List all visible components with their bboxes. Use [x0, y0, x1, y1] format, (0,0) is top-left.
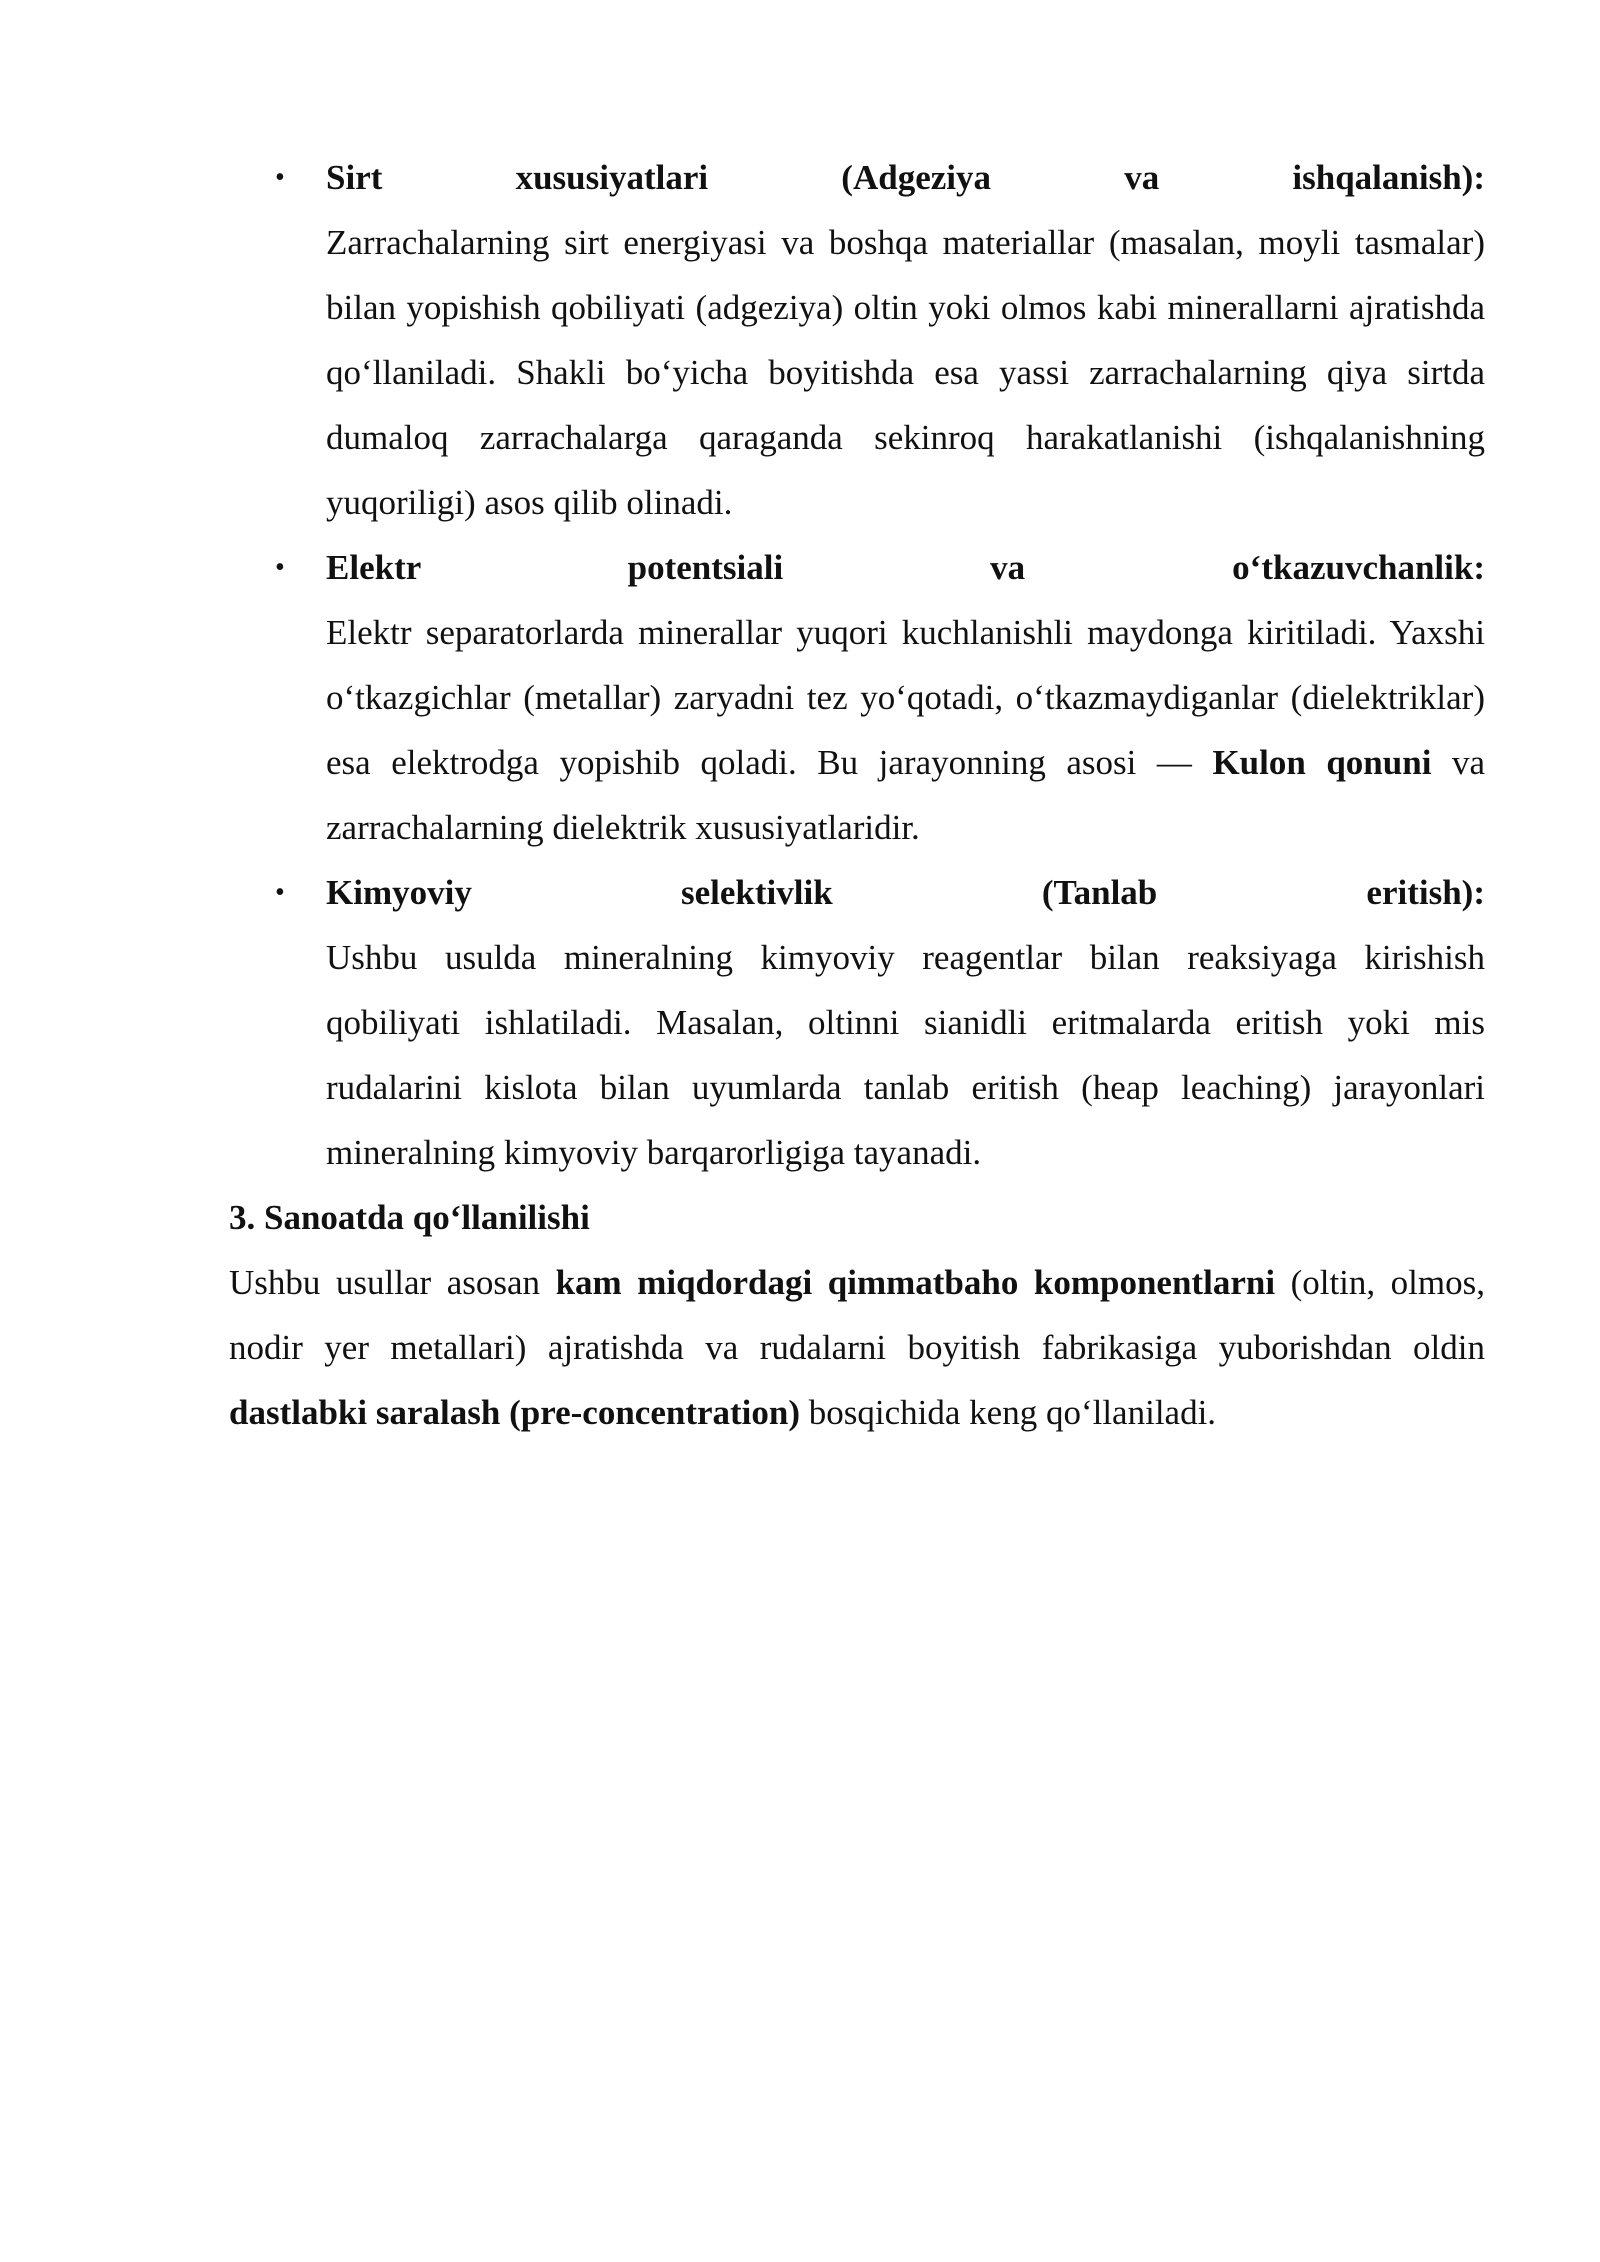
list-item-text: Zarrachalarning sirt energiyasi va boshqa materiallar (masalan, moyli tasmalar) bilan yopishish qobiliyati (adgeziya) oltin yoki olmos kabi minerallarni ajratishda qo‘llaniladi. Shakli bo‘yicha boyitishda esa yassi zarrachalarning qiya sirtda dumaloq zarrachalarga qaraganda sekinroq harakatlanishi (ishqalanishning yuqoriligi) asos qilib olinadi. — [326, 223, 1485, 522]
list-item-chemical-selectivity — [229, 860, 1485, 1185]
bullet-icon: • — [275, 162, 285, 193]
paragraph-text: (oltin, olmos, nodir yer metallari) ajratishda va rudalarni boyitish fabrikasiga yuborishdan oldin — [229, 1263, 1485, 1367]
paragraph-text: bosqichida keng qo‘llaniladi. — [800, 1393, 1217, 1432]
list-item-bold-term: Kulon qonuni — [1212, 743, 1432, 782]
section-heading: 3. Sanoatda qo‘llanilishi — [229, 1198, 590, 1237]
list-item-text-end: va zarrachalarning dielektrik xususiyatlaridir. — [326, 743, 1485, 847]
paragraph-text: Ushbu usullar asosan — [229, 1263, 556, 1302]
list-item-surface-properties — [229, 145, 1485, 535]
list-item-text: Elektr separatorlarda minerallar yuqori kuchlanishli maydonga kiritiladi. Yaxshi o‘tkazgichlar (metallar) zaryadni tez yo‘qotadi, o‘tkazmaydiganlar (dielektriklar) esa elektrodga yopishib qoladi. Bu jarayonning asosi — — [326, 613, 1485, 782]
list-item-electric-potential — [229, 535, 1485, 860]
list-item-heading: Elektr potentsiali va o‘tkazuvchanlik: — [326, 548, 1485, 587]
page-content — [229, 145, 1485, 1445]
property-list — [229, 145, 1485, 1185]
list-item-heading: Sirt xususiyatlari (Adgeziya va ishqalanish): — [326, 158, 1485, 197]
list-item-text: Ushbu usulda mineralning kimyoviy reagentlar bilan reaksiyaga kirishish qobiliyati ishlatiladi. Masalan, oltinni sianidli eritmalarda eritish yoki mis rudalarini kislota bilan uyumlarda tanlab eritish (heap leaching) jarayonlari mineralning kimyoviy barqarorligiga tayanadi. — [326, 938, 1485, 1172]
list-item-heading: Kimyoviy selektivlik (Tanlab eritish): — [326, 873, 1485, 912]
section-paragraph — [229, 1250, 1485, 1445]
bullet-icon: • — [275, 552, 285, 583]
bullet-icon: • — [275, 877, 285, 908]
paragraph-bold-term: dastlabki saralash (pre-concentration) — [229, 1393, 801, 1432]
paragraph-bold-term: kam miqdordagi qimmatbaho komponentlarni — [555, 1263, 1276, 1302]
